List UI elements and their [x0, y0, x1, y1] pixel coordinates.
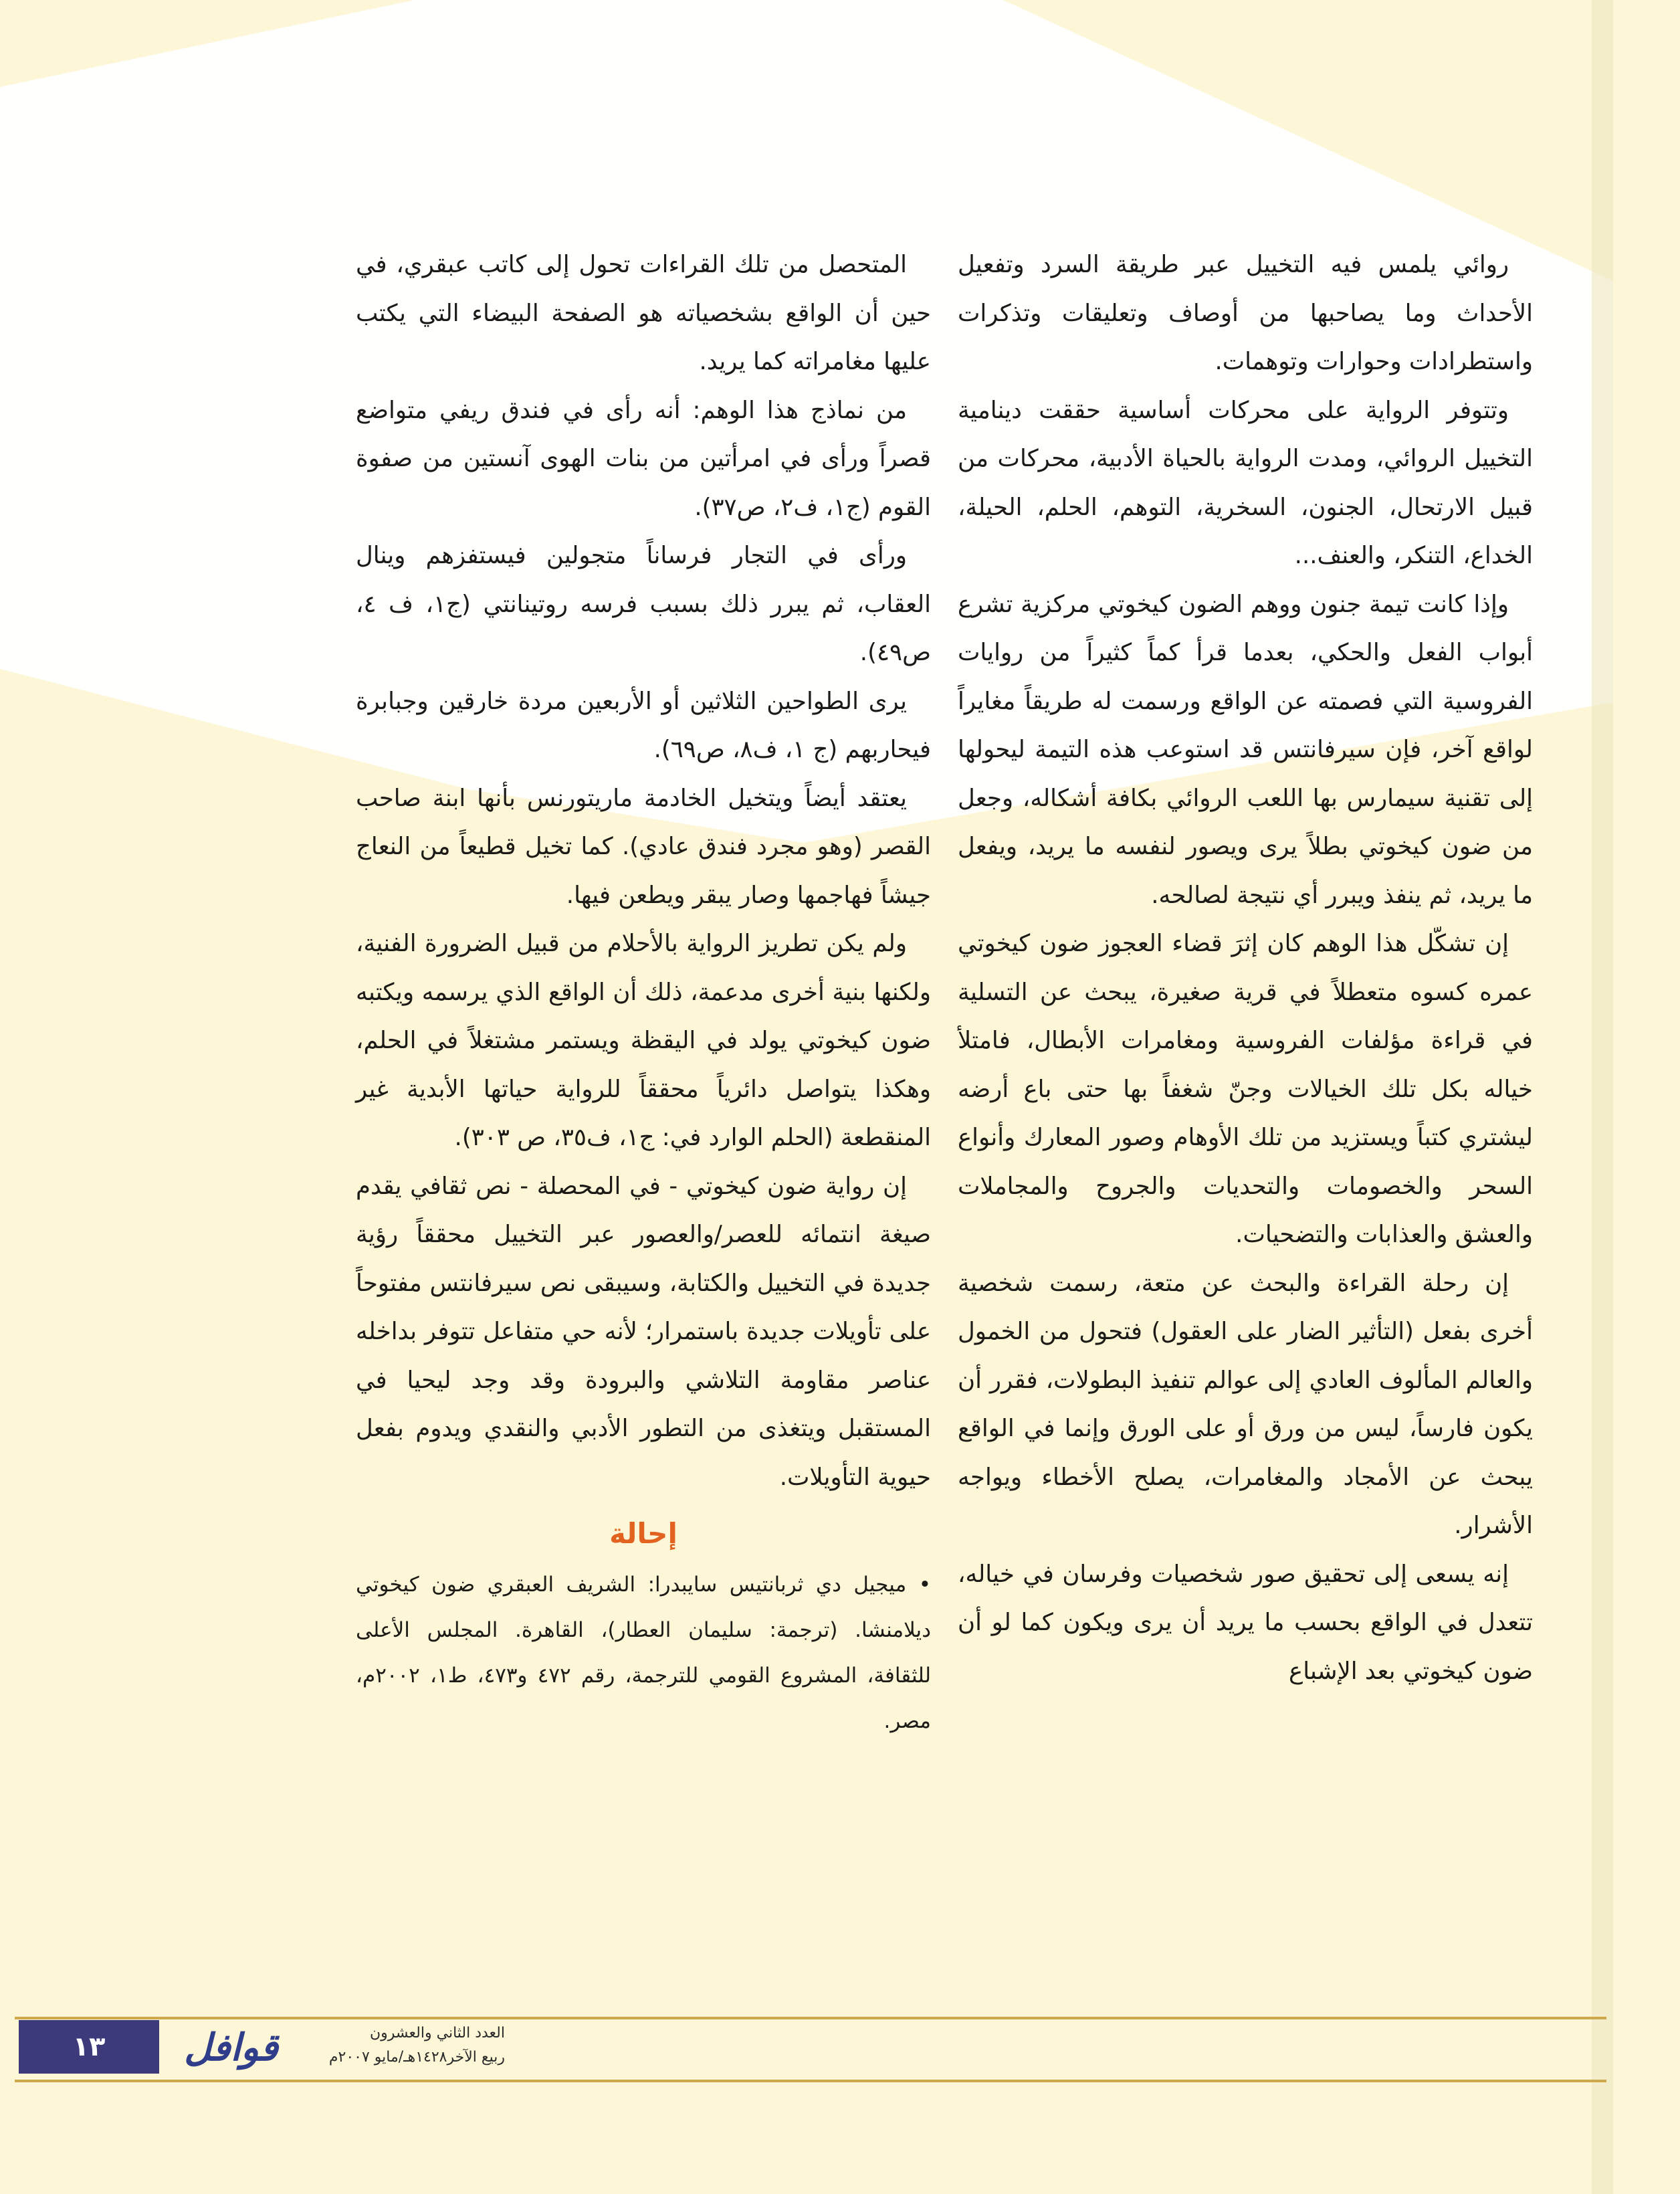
- paragraph: وتتوفر الرواية على محركات أساسية حققت دينامية التخييل الروائي، ومدت الرواية بالحياة الأدبية، محركات من قبيل الارتحال، الجنون، السخرية، التوهم، الحلم، الحيلة، الخداع، التنكر، والعنف...: [958, 396, 1533, 569]
- paragraph: من نماذج هذا الوهم: أنه رأى في فندق ريفي متواضع قصراً ورأى في امرأتين من بنات الهوى آنستين من صفوة القوم (ج١، ف٢، ص٣٧).: [356, 396, 931, 521]
- page-number: ١٣: [19, 2020, 159, 2074]
- reference-text: • ميجيل دي ثربانتيس سايبدرا: الشريف العبقري ضون كيخوتي ديلامنشا. (ترجمة: سليمان العطار)، القاهرة. المجلس الأعلى للثقافة، المشروع القومي للترجمة، رقم ٤٧٢ و٤٧٣، ط١، ٢٠٠٢م، مصر.: [356, 1573, 932, 1733]
- paragraph: المتحصل من تلك القراءات تحول إلى كاتب عبقري، في حين أن الواقع بشخصياته هو الصفحة البيضاء التي يكتب عليها مغامراته كما يريد.: [356, 251, 931, 375]
- magazine-logo: قوافل: [184, 2025, 278, 2070]
- article-column-left: [356, 241, 931, 1744]
- article-column-right: [958, 241, 1533, 1696]
- paragraph: إن رحلة القراءة والبحث عن متعة، رسمت شخصية أخرى بفعل (التأثير الضار على العقول) فتحول من الخمول والعالم المألوف العادي إلى عوالم تنفيذ البطولات، فقرر أن يكون فارساً، ليس من ورق أو على الورق وإنما في الواقع يبحث عن الأمجاد والمغامرات، يصلح الأخطاء ويواجه الأشرار.: [958, 1269, 1533, 1539]
- paragraph: إن رواية ضون كيخوتي - في المحصلة - نص ثقافي يقدم صيغة انتمائه للعصر/والعصور عبر التخييل محققاً رؤية جديدة في التخييل والكتابة، وسيبقى نص سيرفانتس مفتوحاً على تأويلات جديدة باستمرار؛ لأنه حي متفاعل تتوفر بداخله عناصر مقاومة التلاشي والبرودة وقد وجد ليحيا في المستقبل ويتغذى من التطور الأدبي والنقدي ويدوم بفعل حيوية التأويلات.: [356, 1172, 931, 1491]
- paragraph: ورأى في التجار فرساناً متجولين فيستفزهم وينال العقاب، ثم يبرر ذلك بسبب فرسه روتينانتي (ج١، ف ٤، ص٤٩).: [356, 542, 932, 666]
- paragraph: إنه يسعى إلى تحقيق صور شخصيات وفرسان في خياله، تتعدل في الواقع بحسب ما يريد أن يرى ويكون كما لو أن ضون كيخوتي بعد الإشباع: [958, 1560, 1533, 1685]
- reference-heading: إحالة: [609, 1517, 677, 1550]
- issue-date: ربيع الآخر١٤٢٨هـ/مايو ٢٠٠٧م: [328, 2049, 505, 2066]
- paragraph: يرى الطواحين الثلاثين أو الأربعين مردة خارقين وجبابرة فيحاربهم (ج ١، ف٨، ص٦٩).: [356, 687, 931, 763]
- paragraph: روائي يلمس فيه التخييل عبر طريقة السرد وتفعيل الأحداث وما يصاحبها من أوصاف وتعليقات وتذكرات واستطرادات وحوارات وتوهمات.: [958, 251, 1533, 375]
- paragraph: إن تشكّل هذا الوهم كان إثرَ قضاء العجوز ضون كيخوتي عمره كسوه متعطلاً في قرية صغيرة، يبحث عن التسلية في قراءة مؤلفات الفروسية ومغامرات الأبطال، فامتلأ خياله بكل تلك الخيالات وجنّ شغفاً بها حتى باع أرضه ليشتري كتباً ويستزيد من تلك الأوهام وصور المعارك وأنواع السحر والخصومات والتحديات والجروح والمجاملات والعشق والعذابات والتضحيات.: [958, 930, 1533, 1248]
- issue-info: [304, 2021, 505, 2075]
- paragraph: ولم يكن تطريز الرواية بالأحلام من قبيل الضرورة الفنية، ولكنها بنية أخرى مدعمة، ذلك أن الواقع الذي يرسمه ويكتبه ضون كيخوتي يولد في اليقظة ويستمر مشتغلاً في الحلم، وهكذا يتواصل دائرياً محققاً للرواية حياتها الأبدية غير المنقطعة (الحلم الوارد في: ج١، ف٣٥، ص ٣٠٣).: [356, 930, 931, 1151]
- paragraph: وإذا كانت تيمة جنون ووهم الضون كيخوتي مركزية تشرع أبواب الفعل والحكي، بعدما قرأ كماً كثيراً من روايات الفروسية التي فصمته عن الواقع ورسمت له طريقاً مغايراً لواقع آخر، فإن سيرفانتس قد استوعب هذه التيمة ليحولها إلى تقنية سيمارس بها اللعب الروائي بكافة أشكاله، وجعل من ضون كيخوتي بطلاً يرى ويصور لنفسه ما يريد، ويفعل ما يريد، ثم ينفذ ويبرر أي نتيجة لصالحه.: [958, 590, 1533, 909]
- issue-number: العدد الثاني والعشرون: [370, 2025, 505, 2041]
- paragraph: يعتقد أيضاً ويتخيل الخادمة ماريتورنس بأنها ابنة صاحب القصر (وهو مجرد فندق عادي). كما تخيل قطيعاً من النعاج جيشاً فهاجمها وصار يبقر ويطعن فيها.: [356, 784, 931, 909]
